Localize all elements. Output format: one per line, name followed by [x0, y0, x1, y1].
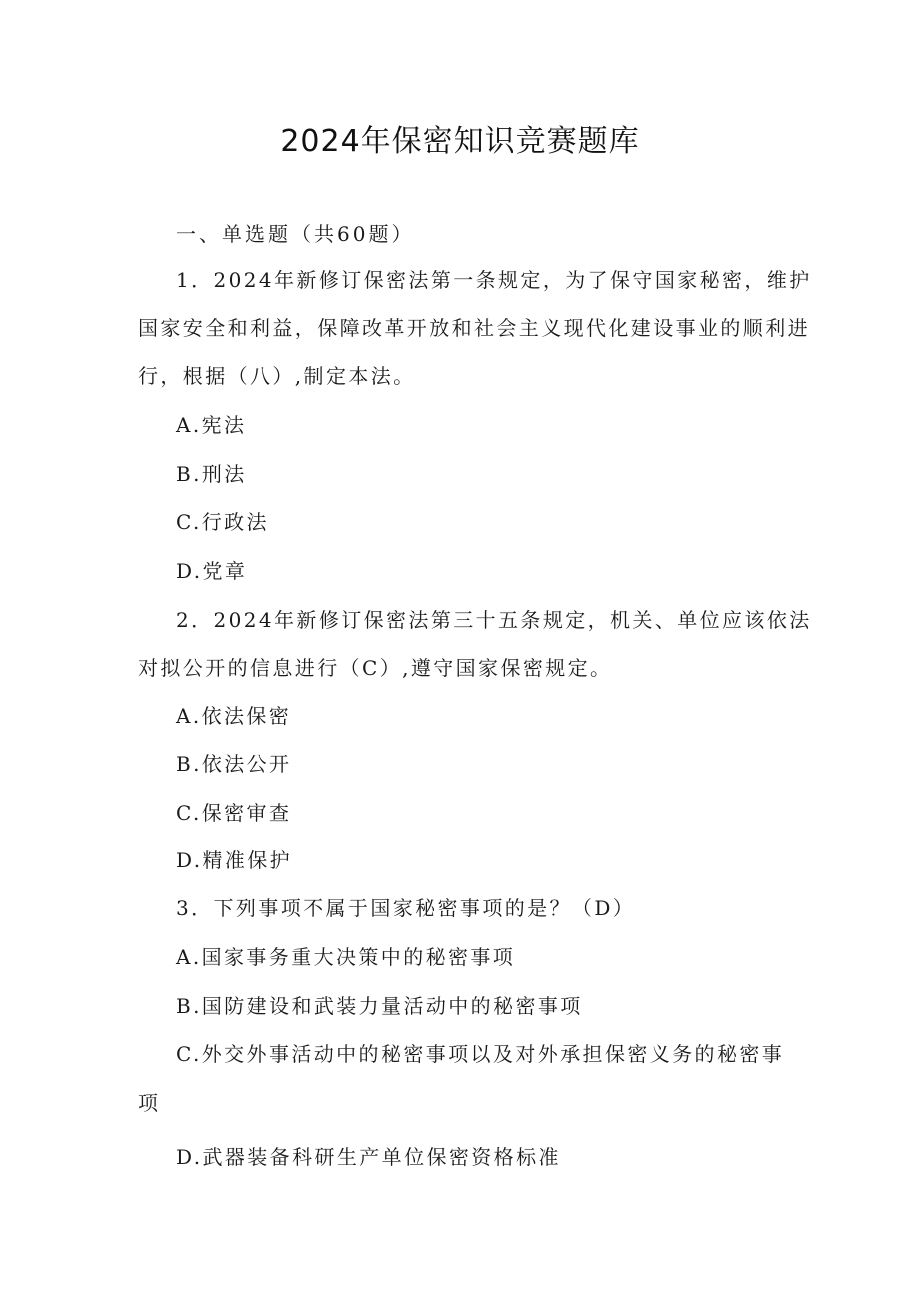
- question-2-line-1: 2．2024年新修订保密法第三十五条规定，机关、单位应该依法: [176, 608, 812, 632]
- section-heading: 一、单选题（共60题）: [176, 222, 415, 246]
- question-3-option-b: B.国防建设和武装力量活动中的秘密事项: [176, 994, 583, 1018]
- question-1: [138, 256, 812, 400]
- question-3-option-c-wrap: 项: [138, 1091, 161, 1115]
- question-3-option-c: C.外交外事活动中的秘密事项以及对外承担保密义务的秘密事: [176, 1042, 785, 1066]
- document-title: 2024年保密知识竞赛题库: [280, 124, 640, 159]
- question-2-option-c: C.保密审查: [176, 801, 292, 825]
- question-2: [138, 596, 812, 692]
- question-3-option-d: D.武器装备科研生产单位保密资格标准: [176, 1145, 561, 1169]
- question-2-option-d: D.精准保护: [176, 848, 293, 872]
- question-2-line-2: 对拟公开的信息进行（C）,遵守国家保密规定。: [138, 656, 613, 680]
- question-1-line-2: 国家安全和利益，保障改革开放和社会主义现代化建设事业的顺利进: [138, 316, 810, 340]
- question-2-option-b: B.依法公开: [176, 752, 292, 776]
- question-2-option-a: A.依法保密: [176, 704, 292, 728]
- question-1-option-a: A.宪法: [176, 413, 247, 437]
- question-3-option-a: A.国家事务重大决策中的秘密事项: [176, 945, 516, 969]
- question-3-line-1: 3．下列事项不属于国家秘密事项的是？（D）: [176, 896, 636, 920]
- question-1-line-3: 行，根据（八）,制定本法。: [138, 364, 416, 388]
- question-1-line-1: 1．2024年新修订保密法第一条规定，为了保守国家秘密，维护: [176, 268, 812, 292]
- question-1-option-d: D.党章: [176, 559, 248, 583]
- question-1-option-c: C.行政法: [176, 510, 269, 534]
- question-1-option-b: B.刑法: [176, 462, 247, 486]
